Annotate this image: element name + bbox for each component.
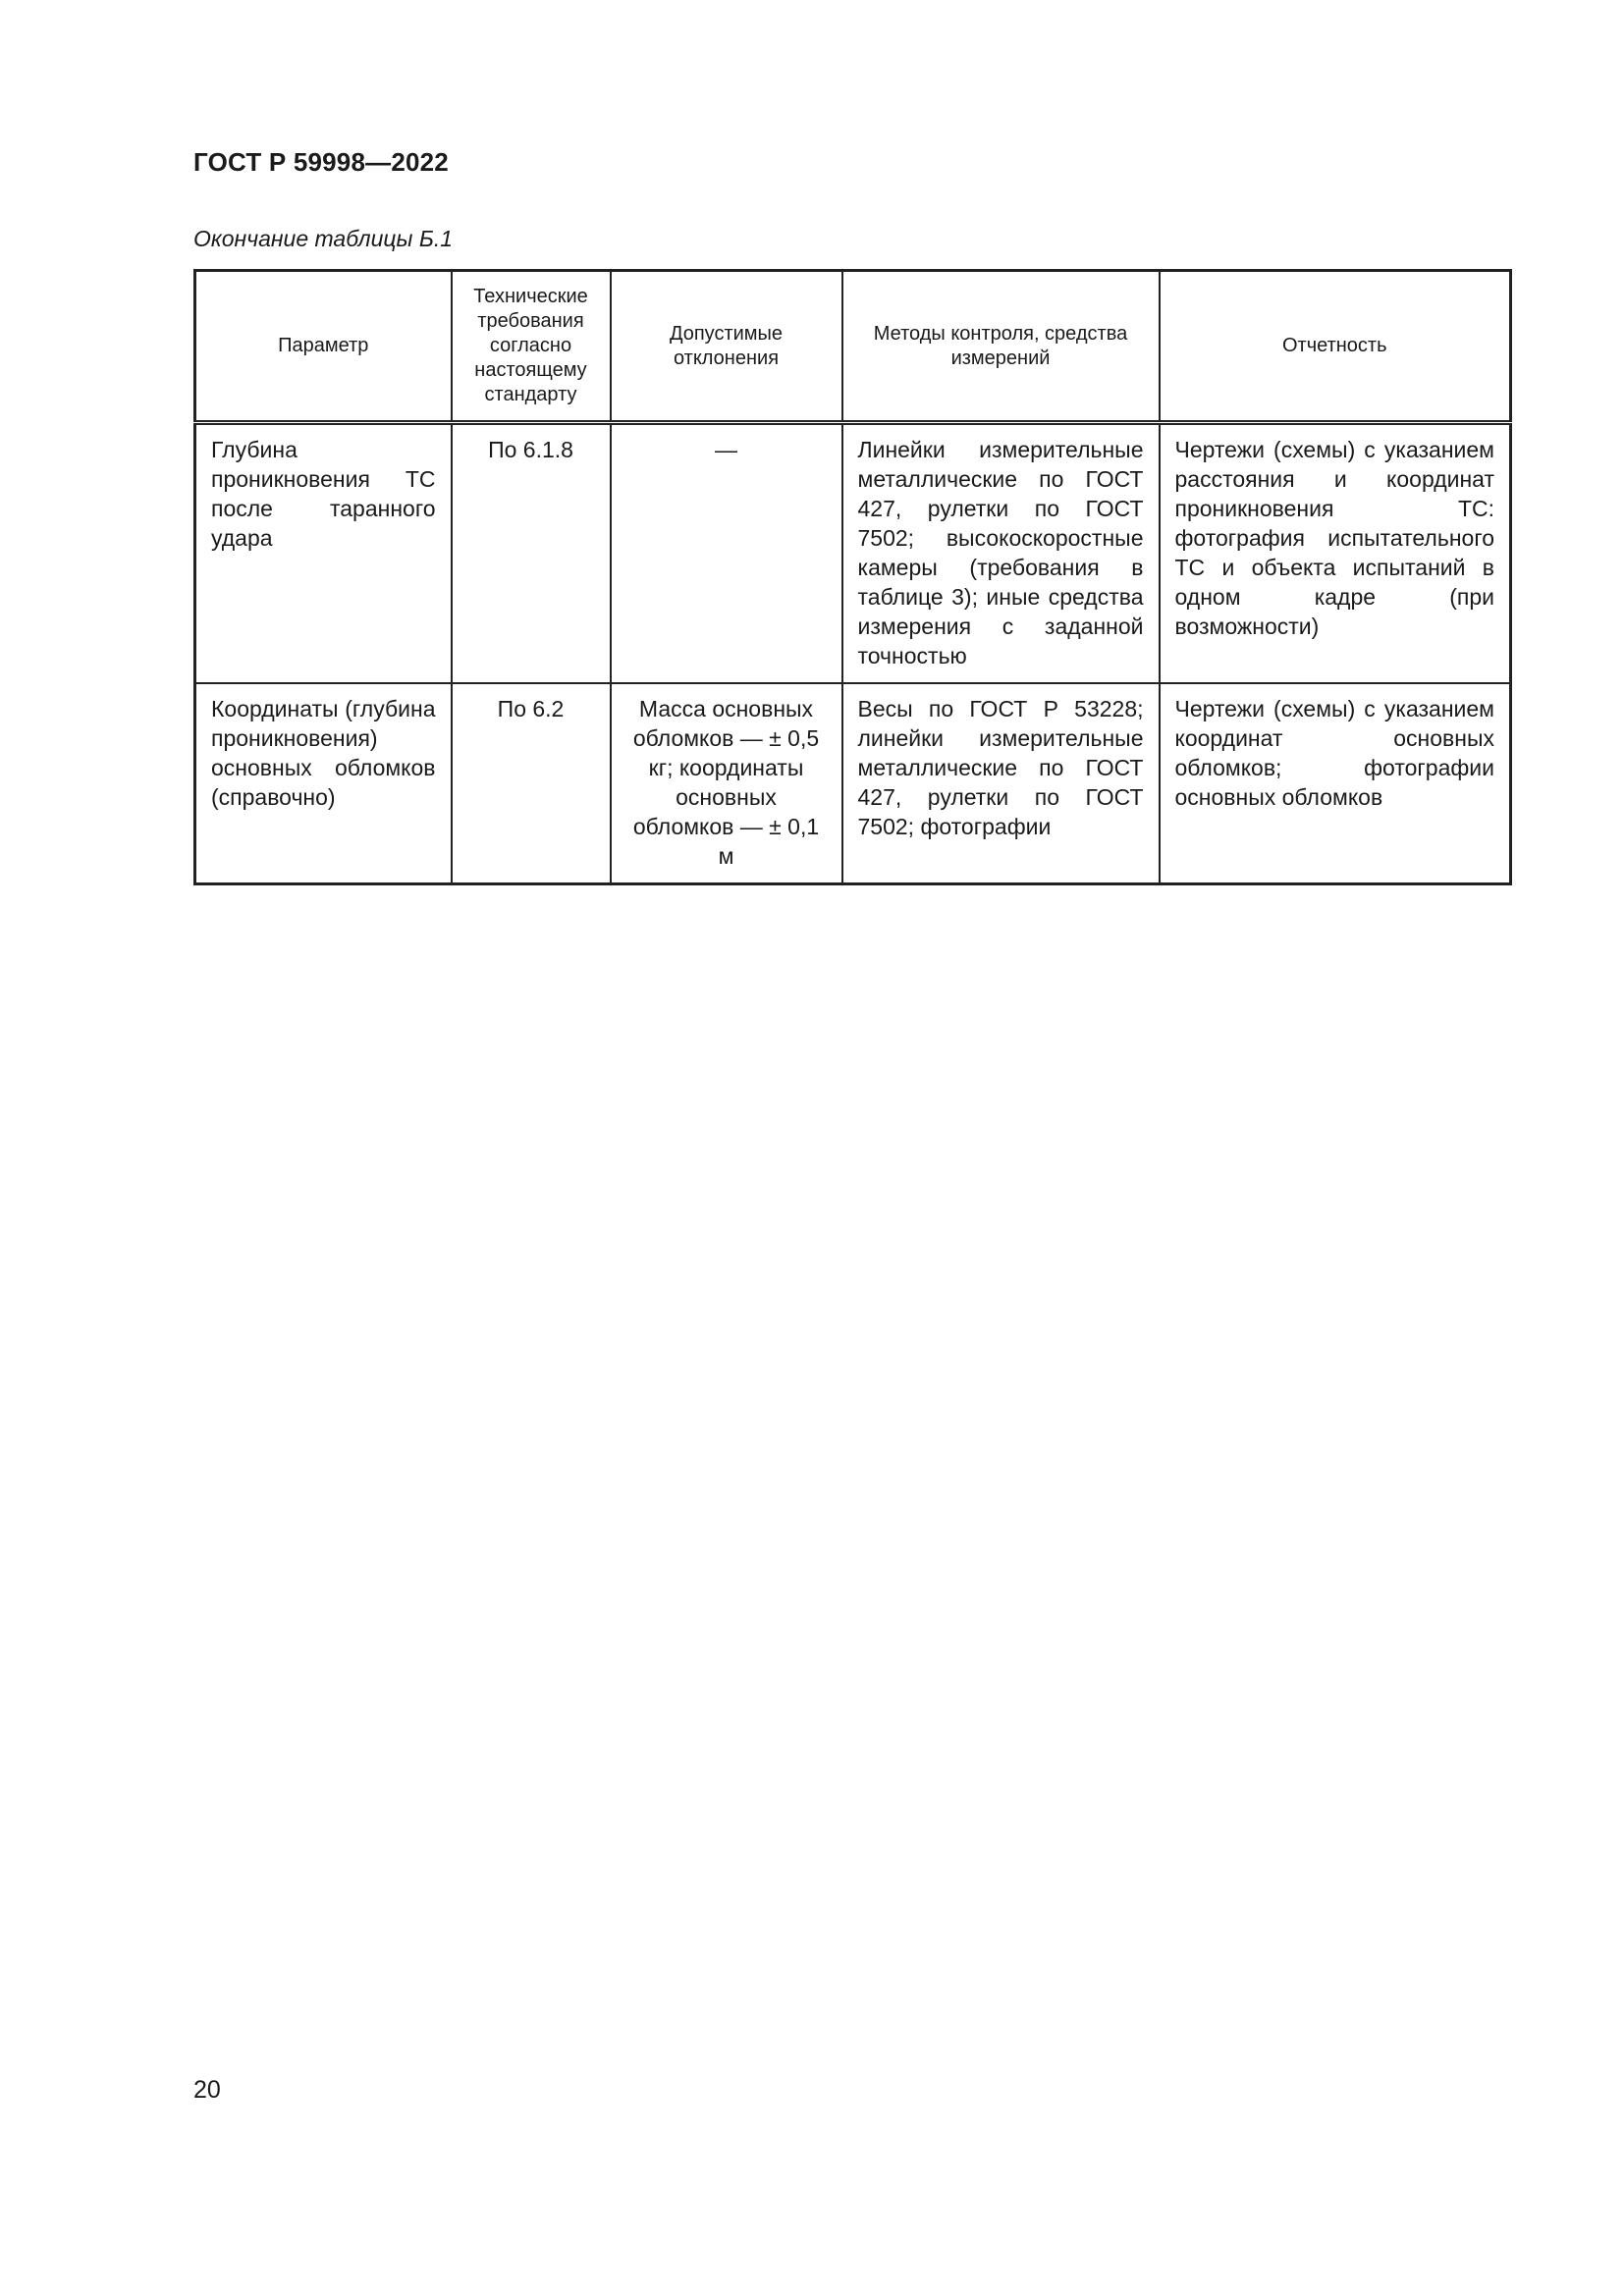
table-header-row xyxy=(195,271,1511,423)
table-row xyxy=(195,683,1511,884)
cell-methods: Линейки измерительные металлические по ГОСТ 427, рулетки по ГОСТ 7502; высокоскоростные камеры (требования в таблице 3); иные средства измерения с заданной точностью xyxy=(842,423,1160,684)
cell-requirements: По 6.1.8 xyxy=(452,423,611,684)
column-header-reporting: Отчетность xyxy=(1160,271,1511,423)
table-caption: Окончание таблицы Б.1 xyxy=(193,226,454,251)
parameters-table xyxy=(193,269,1512,885)
cell-reporting: Чертежи (схемы) с указанием координат основных обломков; фотографии основных обломков xyxy=(1160,683,1511,884)
column-header-parameter: Параметр xyxy=(195,271,452,423)
cell-tolerance: — xyxy=(611,423,842,684)
cell-parameter: Координаты (глубина проникновения) основных обломков (справочно) xyxy=(195,683,452,884)
cell-methods: Весы по ГОСТ Р 53228; линейки измерительные металлические по ГОСТ 427, рулетки по ГОСТ 7502; фотографии xyxy=(842,683,1160,884)
cell-requirements: По 6.2 xyxy=(452,683,611,884)
page-number: 20 xyxy=(193,2076,221,2104)
cell-parameter: Глубина проникновения ТС после таранного удара xyxy=(195,423,452,684)
column-header-methods: Методы контроля, средства измерений xyxy=(842,271,1160,423)
column-header-requirements: Технические требования согласно настоящему стандарту xyxy=(452,271,611,423)
cell-tolerance: Масса основных обломков — ± 0,5 кг; координаты основных обломков — ± 0,1 м xyxy=(611,683,842,884)
column-header-tolerance: Допустимые отклонения xyxy=(611,271,842,423)
table-row xyxy=(195,423,1511,684)
document-code: ГОСТ Р 59998—2022 xyxy=(193,147,449,177)
cell-reporting: Чертежи (схемы) с указанием расстояния и координат проникновения ТС: фотография испытательного ТС и объекта испытаний в одном кадре (при возможности) xyxy=(1160,423,1511,684)
